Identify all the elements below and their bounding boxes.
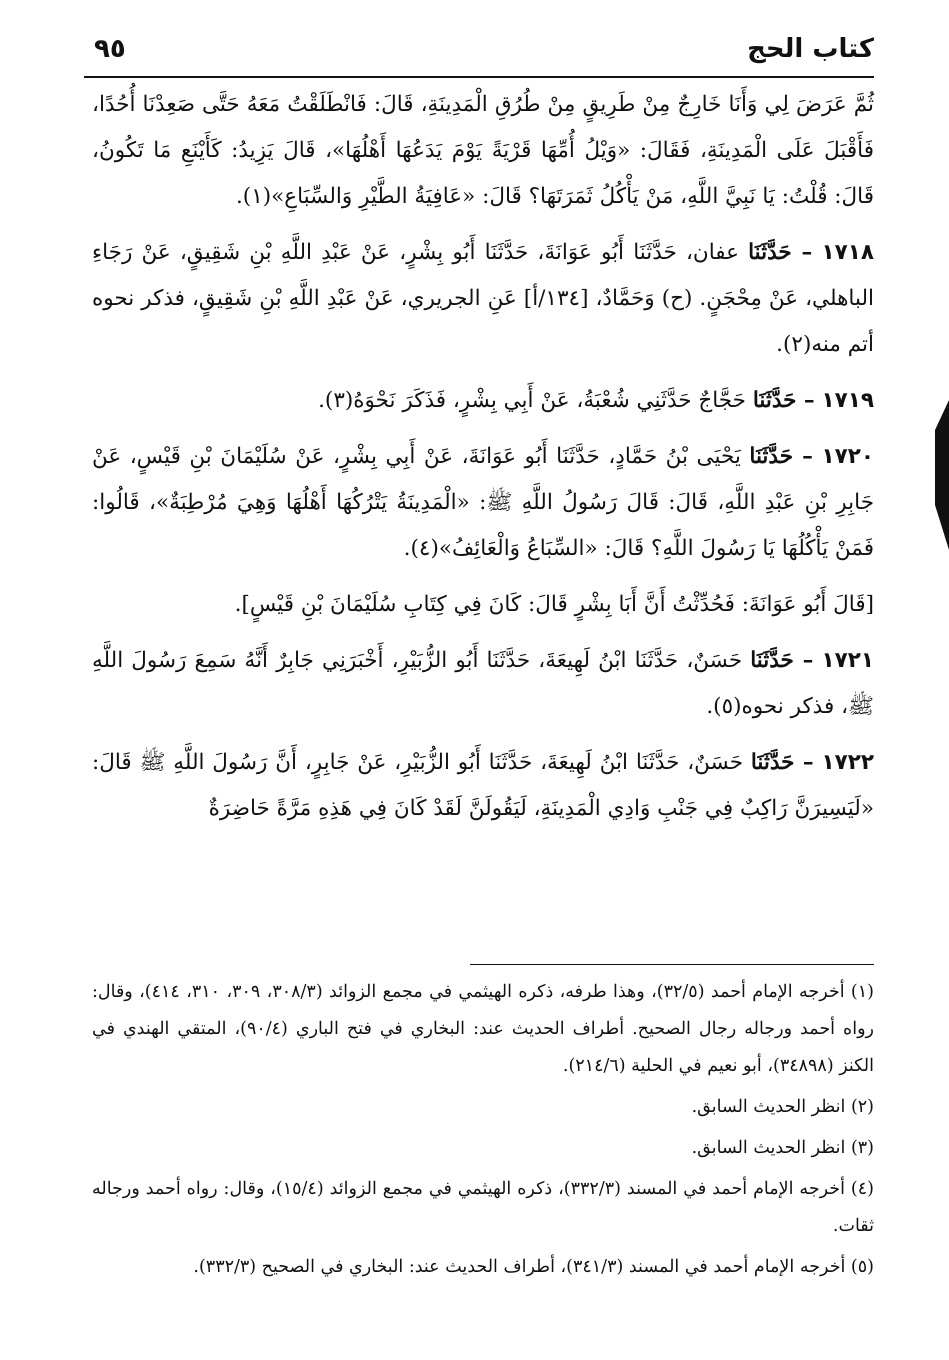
hadith-number: ١٧٢٠: [821, 444, 874, 469]
hadith-text: حَسَنٌ، حَدَّثَنَا ابْنُ لَهِيعَةَ، حَدَّثَنَا أَبُو الزُّبَيْرِ، أَخْبَرَنِي جَابِرٌ أَنَّهُ سَمِعَ رَسُولَ اللَّهِ ﷺ، فذكر نحوه(٥).: [92, 648, 874, 719]
footnotes: [92, 974, 874, 1290]
footnote-3: (٣) انظر الحديث السابق.: [691, 1138, 874, 1158]
bracketed-note: [قَالَ أَبُو عَوَانَةَ: فَحُدِّثْتُ أَنَّ أَبَا بِشْرٍ قَالَ: كَانَ فِي كِتَابِ سُلَيْمَانَ بْنِ قَيْسٍ].: [234, 592, 874, 617]
footnote-5: (٥) أخرجه الإمام أحمد في المسند (٣٤١/٣)، أطراف الحديث عند: البخاري في الصحيح (٣٣٢/٣).: [193, 1257, 874, 1277]
hadith-text: حَسَنٌ، حَدَّثَنَا ابْنُ لَهِيعَةَ، حَدَّثَنَا أَبُو الزُّبَيْرِ، عَنْ جَابِرٍ، أَنَّ رَسُولَ اللَّهِ ﷺ قَالَ: «لَيَسِيرَنَّ رَاكِبٌ فِي جَنْبِ وَادِي الْمَدِينَةِ، لَيَقُولَنَّ لَقَدْ كَانَ فِي هَذِهِ مَرَّةً حَاضِرَةٌ: [92, 750, 874, 821]
footnote-1: (١) أخرجه الإمام أحمد (٣٢/٥)، وهذا طرفه، ذكره الهيثمي في مجمع الزوائد (٣٠٨/٣، ٣٠٩، ٣١٠، ٤١٤)، وقال: رواه أحمد ورجاله رجال الصحيح. أطراف الحديث عند: البخاري في فتح الباري (٩٠/٤)، المتقي الهندي في الكنز (٣٤٨٩٨)، أبو نعيم في الحلية (٢١٤/٦).: [92, 982, 874, 1076]
footnote-2: (٢) انظر الحديث السابق.: [691, 1097, 874, 1117]
hadith-lead: – حَدَّثَنَا: [750, 750, 814, 775]
hadith-text: حَجَّاجٌ حَدَّثَنِي شُعْبَةُ، عَنْ أَبِي بِشْرٍ، فَذَكَرَ نَحْوَهُ(٣).: [318, 388, 746, 413]
hadith-number: ١٧٢١: [821, 648, 874, 673]
page-number: ٩٥: [94, 34, 126, 64]
hadith-1720: [92, 434, 874, 572]
footnote-separator: [470, 964, 874, 965]
hadith-lead: – حَدَّثَنَا: [748, 240, 813, 265]
page-header: [84, 30, 874, 78]
main-text: [92, 82, 874, 842]
header-rule: [84, 76, 874, 78]
hadith-1721: [92, 638, 874, 730]
running-title: كتاب الحج: [747, 34, 874, 64]
hadith-lead: – حَدَّثَنَا: [749, 444, 813, 469]
hadith-1718: [92, 230, 874, 368]
hadith-number: ١٧١٨: [821, 240, 874, 265]
hadith-1719: [92, 378, 874, 424]
hadith-lead: – حَدَّثَنَا: [752, 388, 815, 413]
hadith-text: يَحْيَى بْنُ حَمَّادٍ، حَدَّثَنَا أَبُو عَوَانَةَ، عَنْ أَبِي بِشْرٍ، عَنْ سُلَيْمَانَ بْنِ قَيْسٍ، عَنْ جَابِرِ بْنِ عَبْدِ اللَّهِ، قَالَ: قَالَ رَسُولُ اللَّهِ ﷺ: «الْمَدِينَةُ يَتْرُكُهَا أَهْلُهَا وَهِيَ مُرْطِبَةٌ»، قَالُوا: فَمَنْ يَأْكُلُهَا يَا رَسُولَ اللَّهِ؟ قَالَ: «السِّبَاعُ وَالْعَائِفُ»(٤).: [92, 444, 874, 561]
hadith-number: ١٧٢٢: [821, 750, 874, 775]
hadith-number: ١٧١٩: [821, 388, 874, 413]
hadith-lead: – حَدَّثَنَا: [750, 648, 814, 673]
footnote-4: (٤) أخرجه الإمام أحمد في المسند (٣٣٢/٣)، ذكره الهيثمي في مجمع الزوائد (١٥/٤)، وقال: رواه أحمد ورجاله ثقات.: [92, 1179, 874, 1236]
hadith-text: عفان، حَدَّثَنَا أَبُو عَوَانَةَ، حَدَّثَنَا أَبُو بِشْرٍ، عَنْ عَبْدِ اللَّهِ بْنِ شَقِيقٍ، عَنْ رَجَاءِ الباهلي، عَنْ مِحْجَنٍ. (ح) وَحَمَّادٌ، [١٣٤/أ] عَنِ الجريري، عَنْ عَبْدِ اللَّهِ بْنِ شَقِيقٍ، فذكر نحوه أتم منه(٢).: [92, 240, 874, 357]
hadith-1722: [92, 740, 874, 832]
continuation-paragraph: ثُمَّ عَرَضَ لِي وَأَنَا خَارِجٌ مِنْ طَرِيقٍ مِنْ طُرُقِ الْمَدِينَةِ، قَالَ: فَانْطَلَقْتُ مَعَهُ حَتَّى صَعِدْنَا أُحُدًا، فَأَقْبَلَ عَلَى الْمَدِينَةِ، فَقَالَ: «وَيْلُ أُمِّهَا قَرْيَةً يَوْمَ يَدَعُهَا أَهْلُهَا»، قَالَ يَزِيدُ: كَأَيْنَعِ مَا تَكُونُ، قَالَ: قُلْتُ: يَا نَبِيَّ اللَّهِ، مَنْ يَأْكُلُ ثَمَرَتَهَا؟ قَالَ: «عَافِيَةُ الطَّيْرِ وَالسِّبَاعِ»(١).: [92, 92, 874, 209]
scan-edge-mark: [935, 400, 949, 550]
